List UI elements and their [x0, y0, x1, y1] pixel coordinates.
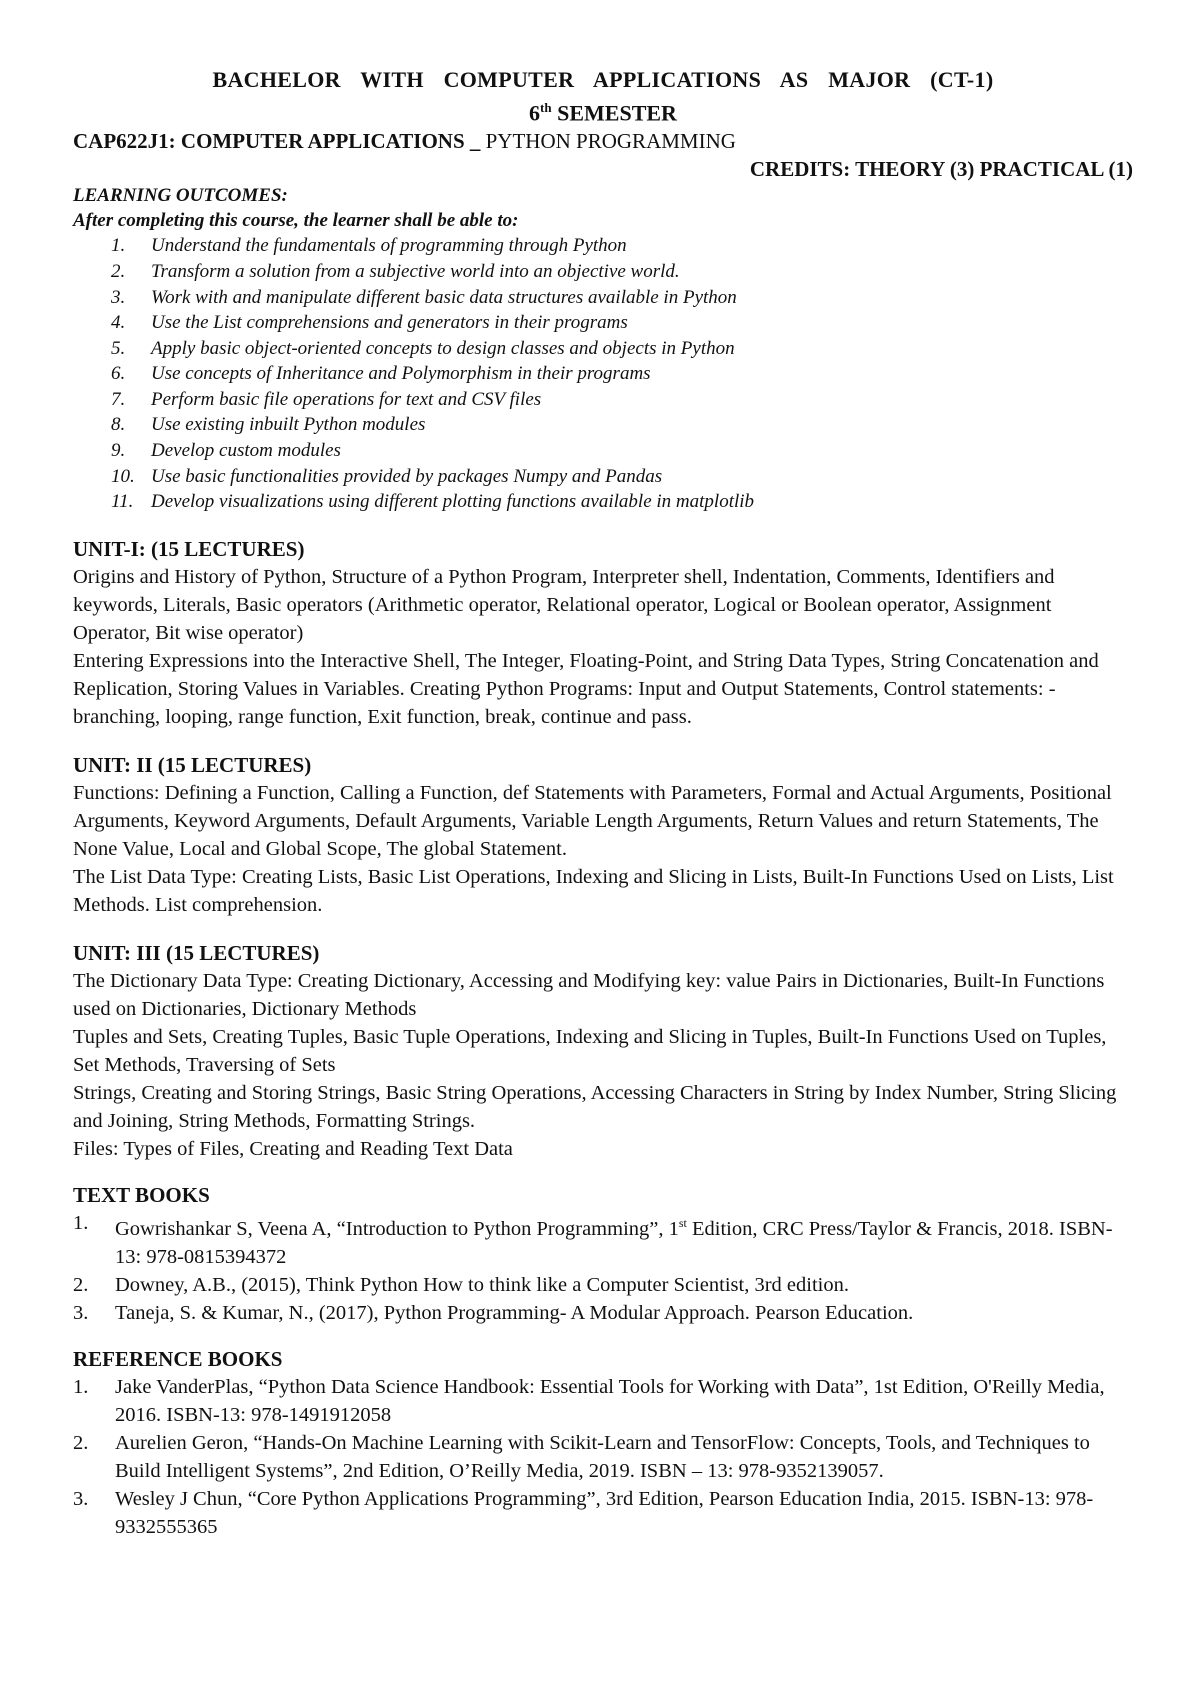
list-item: 8. Use existing inbuilt Python modules: [111, 414, 426, 436]
unit-paragraph: The List Data Type: Creating Lists, Basic List Operations, Indexing and Slicing in Lists, Built-In Functions Used on Lists, List Methods. List comprehension.: [73, 865, 1114, 916]
list-item: 5. Apply basic object-oriented concepts to design classes and objects in Python: [111, 337, 735, 359]
text-books-section: [73, 1181, 1133, 1327]
unit-paragraph: Entering Expressions into the Interactive Shell, The Integer, Floating-Point, and String Data Types, String Concatenation and Replication, Storing Values in Variables. Creating Python Programs: Input and Output Statements, Control statements: -branching, looping, range function, Exit function, break, continue and pass.: [73, 649, 1099, 728]
list-item: 9. Develop custom modules: [111, 440, 341, 462]
semester-number: 6: [529, 100, 541, 126]
credits-line: CREDITS: THEORY (3) PRACTICAL (1): [749, 157, 1133, 182]
unit-2: [73, 751, 1133, 919]
course-code: CAP622J1: COMPUTER APPLICATIONS _: [73, 129, 481, 154]
list-item: 7. Perform basic file operations for text and CSV files: [111, 388, 542, 410]
course-name: PYTHON PROGRAMMING: [480, 129, 736, 154]
learning-outcomes-list: [73, 233, 1133, 515]
reference-books-list: [73, 1373, 1133, 1541]
unit-title: UNIT-I: (15 LECTURES): [73, 536, 305, 561]
semester-suffix: th: [540, 100, 552, 115]
unit-paragraph: Functions: Defining a Function, Calling a Function, def Statements with Parameters, Formal and Actual Arguments, Positional Arguments, Keyword Arguments, Default Arguments, Variable Length Arguments, Return Values and return Statements, The None Value, Local and Global Scope, The global Statement.: [73, 781, 1112, 860]
reference-books-section: [73, 1345, 1133, 1541]
unit-title: UNIT: II (15 LECTURES): [73, 752, 312, 777]
list-item: 11. Develop visualizations using different plotting functions available in matplotlib: [111, 491, 755, 513]
unit-paragraph: Tuples and Sets, Creating Tuples, Basic Tuple Operations, Indexing and Slicing in Tuples, Built-In Functions Used on Tuples, Set Methods, Traversing of Sets: [73, 1025, 1107, 1076]
list-item: 2. Downey, A.B., (2015), Think Python How to think like a Computer Scientist, 3rd edition.: [73, 1273, 849, 1296]
list-item: 1. Understand the fundamentals of programming through Python: [111, 235, 627, 257]
text-books-heading: TEXT BOOKS: [73, 1182, 210, 1207]
list-item: 6. Use concepts of Inheritance and Polymorphism in their programs: [111, 363, 651, 385]
programme-title: BACHELOR WITH COMPUTER APPLICATIONS AS MAJOR (CT-1): [212, 67, 994, 92]
list-item: 10. Use basic functionalities provided by packages Numpy and Pandas: [111, 465, 663, 487]
unit-paragraph: Files: Types of Files, Creating and Reading Text Data: [73, 1137, 513, 1160]
list-item: 4. Use the List comprehensions and generators in their programs: [111, 312, 628, 334]
list-item: 1. Gowrishankar S, Veena A, “Introduction to Python Programming”, 1st Edition, CRC Press/Taylor & Francis, 2018. ISBN-13: 978-0815394372: [73, 1211, 1113, 1268]
list-item: 3. Work with and manipulate different basic data structures available in Python: [111, 286, 737, 308]
semester-heading: [73, 94, 1133, 127]
list-item: 2. Transform a solution from a subjective world into an objective world.: [111, 260, 680, 282]
unit-paragraph: Strings, Creating and Storing Strings, Basic String Operations, Accessing Characters in String by Index Number, String Slicing and Joining, String Methods, Formatting Strings.: [73, 1081, 1117, 1132]
syllabus-page: [73, 66, 1133, 1541]
learning-outcomes-intro: After completing this course, the learner shall be able to:: [73, 210, 519, 232]
semester-label: SEMESTER: [551, 100, 677, 126]
unit-paragraph: The Dictionary Data Type: Creating Dictionary, Accessing and Modifying key: value Pairs in Dictionaries, Built-In Functions used on Dictionaries, Dictionary Methods: [73, 969, 1105, 1020]
list-item: 3. Taneja, S. & Kumar, N., (2017), Python Programming- A Modular Approach. Pearson Education.: [73, 1301, 914, 1324]
unit-3: [73, 939, 1133, 1163]
unit-title: UNIT: III (15 LECTURES): [73, 940, 320, 965]
learning-outcomes-heading: LEARNING OUTCOMES:: [73, 185, 288, 207]
list-item: 3. Wesley J Chun, “Core Python Applications Programming”, 3rd Edition, Pearson Education India, 2015. ISBN-13: 978-9332555365: [73, 1487, 1094, 1538]
text-books-list: [73, 1209, 1133, 1327]
list-item: 2. Aurelien Geron, “Hands-On Machine Learning with Scikit-Learn and TensorFlow: Concepts, Tools, and Techniques to Build Intelligent Systems”, 2nd Edition, O’Reilly Media, 2019. ISBN – 13: 978-9352139057.: [73, 1431, 1090, 1482]
reference-books-heading: REFERENCE BOOKS: [73, 1346, 283, 1371]
unit-paragraph: Origins and History of Python, Structure of a Python Program, Interpreter shell, Indentation, Comments, Identifiers and keywords, Literals, Basic operators (Arithmetic operator, Relational operator, Logical or Boolean operator, Assignment Operator, Bit wise operator): [73, 565, 1055, 644]
unit-1: [73, 535, 1133, 731]
course-heading: [73, 127, 1133, 155]
list-item: 1. Jake VanderPlas, “Python Data Science Handbook: Essential Tools for Working with Data”, 1st Edition, O'Reilly Media, 2016. ISBN-13: 978-1491912058: [73, 1375, 1105, 1426]
